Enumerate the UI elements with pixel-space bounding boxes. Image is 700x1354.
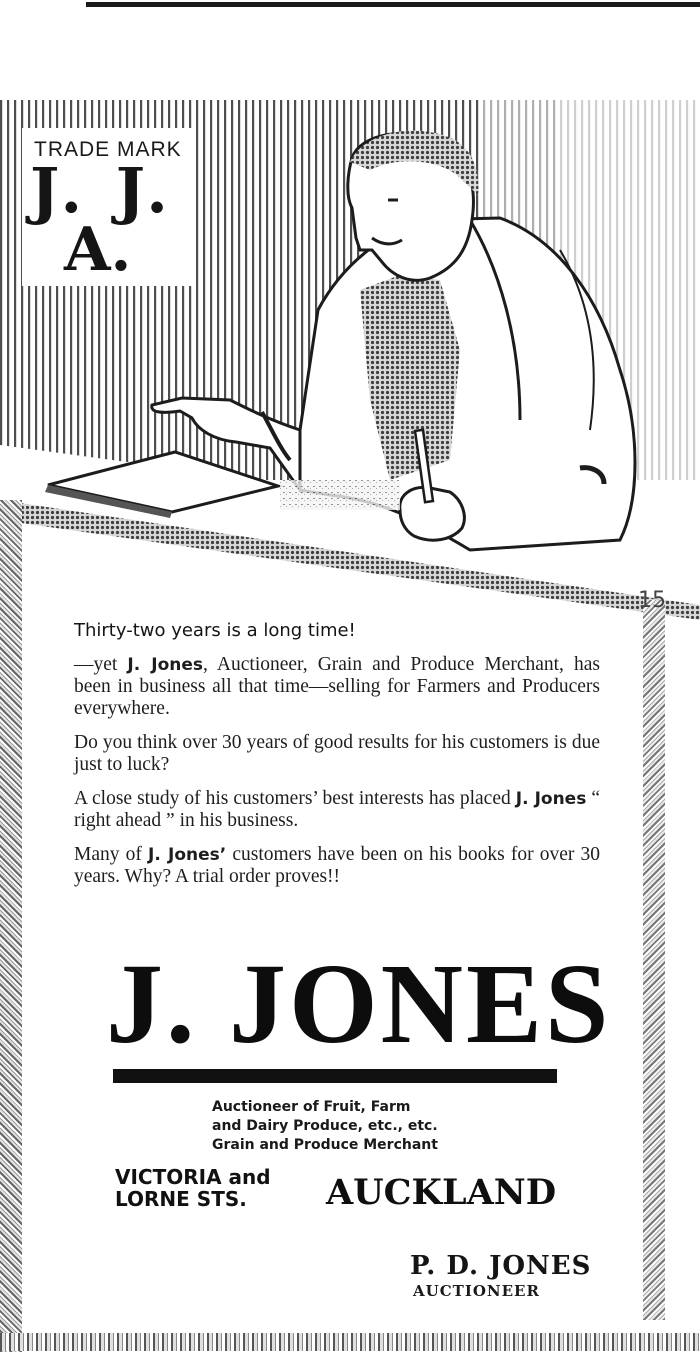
paragraph-customers — [74, 844, 600, 888]
paragraph-question: Do you think over 30 years of good results for his customers is due just to luck? — [74, 732, 600, 775]
service-line: and Dairy Produce, etc., etc. — [212, 1118, 438, 1134]
trademark-initials: J. J. — [30, 154, 174, 227]
corner-mark: 15 — [638, 588, 666, 613]
service-line: Auctioneer of Fruit, Farm — [212, 1099, 411, 1115]
frame-right-border — [643, 600, 665, 1320]
paragraph-intro — [74, 654, 600, 720]
trademark-label: TRADE MARK — [34, 138, 182, 161]
paragraph-study-prefix: A close study of his customers’ best interests has placed — [74, 788, 516, 809]
paragraph-customers-name: J. Jones’ — [148, 845, 227, 865]
paragraph-customers-prefix: Many of — [74, 844, 149, 865]
headline: Thirty-two years is a long time! — [74, 620, 356, 641]
frame-bottom-border — [0, 1333, 700, 1351]
services-list — [212, 1098, 438, 1155]
paragraph-study-suffix: “ right ahead ” in his business. — [74, 788, 601, 831]
paragraph-study — [74, 788, 600, 832]
city-name: AUCKLAND — [326, 1172, 557, 1213]
signer-name: P. D. JONES — [410, 1251, 592, 1281]
brand-name: J. JONES — [106, 940, 612, 1067]
frame-left-border — [0, 500, 22, 1352]
paragraph-study-name: J. Jones — [515, 789, 587, 809]
paragraph-intro-name: J. Jones — [127, 655, 204, 675]
brand-rule — [113, 1069, 557, 1083]
signer-title: AUCTIONEER — [413, 1282, 540, 1300]
trademark-box — [22, 128, 194, 286]
trademark-letter: A. — [64, 215, 132, 285]
street-line-1: VICTORIA and — [115, 1165, 271, 1189]
top-rule — [86, 2, 700, 7]
paragraph-customers-suffix: customers have been on his books for over 30 years. Why? A trial order proves!! — [74, 844, 601, 887]
street-address — [115, 1166, 271, 1210]
paragraph-intro-prefix: —yet — [74, 654, 128, 675]
advert-copy — [74, 620, 600, 900]
service-line: Grain and Produce Merchant — [212, 1137, 438, 1153]
street-line-2: LORNE STS. — [115, 1187, 247, 1211]
paragraph-intro-suffix: , Auctioneer, Grain and Produce Merchant, has been in business all that time—selling for Farmers and Producers everywhere. — [74, 654, 600, 719]
